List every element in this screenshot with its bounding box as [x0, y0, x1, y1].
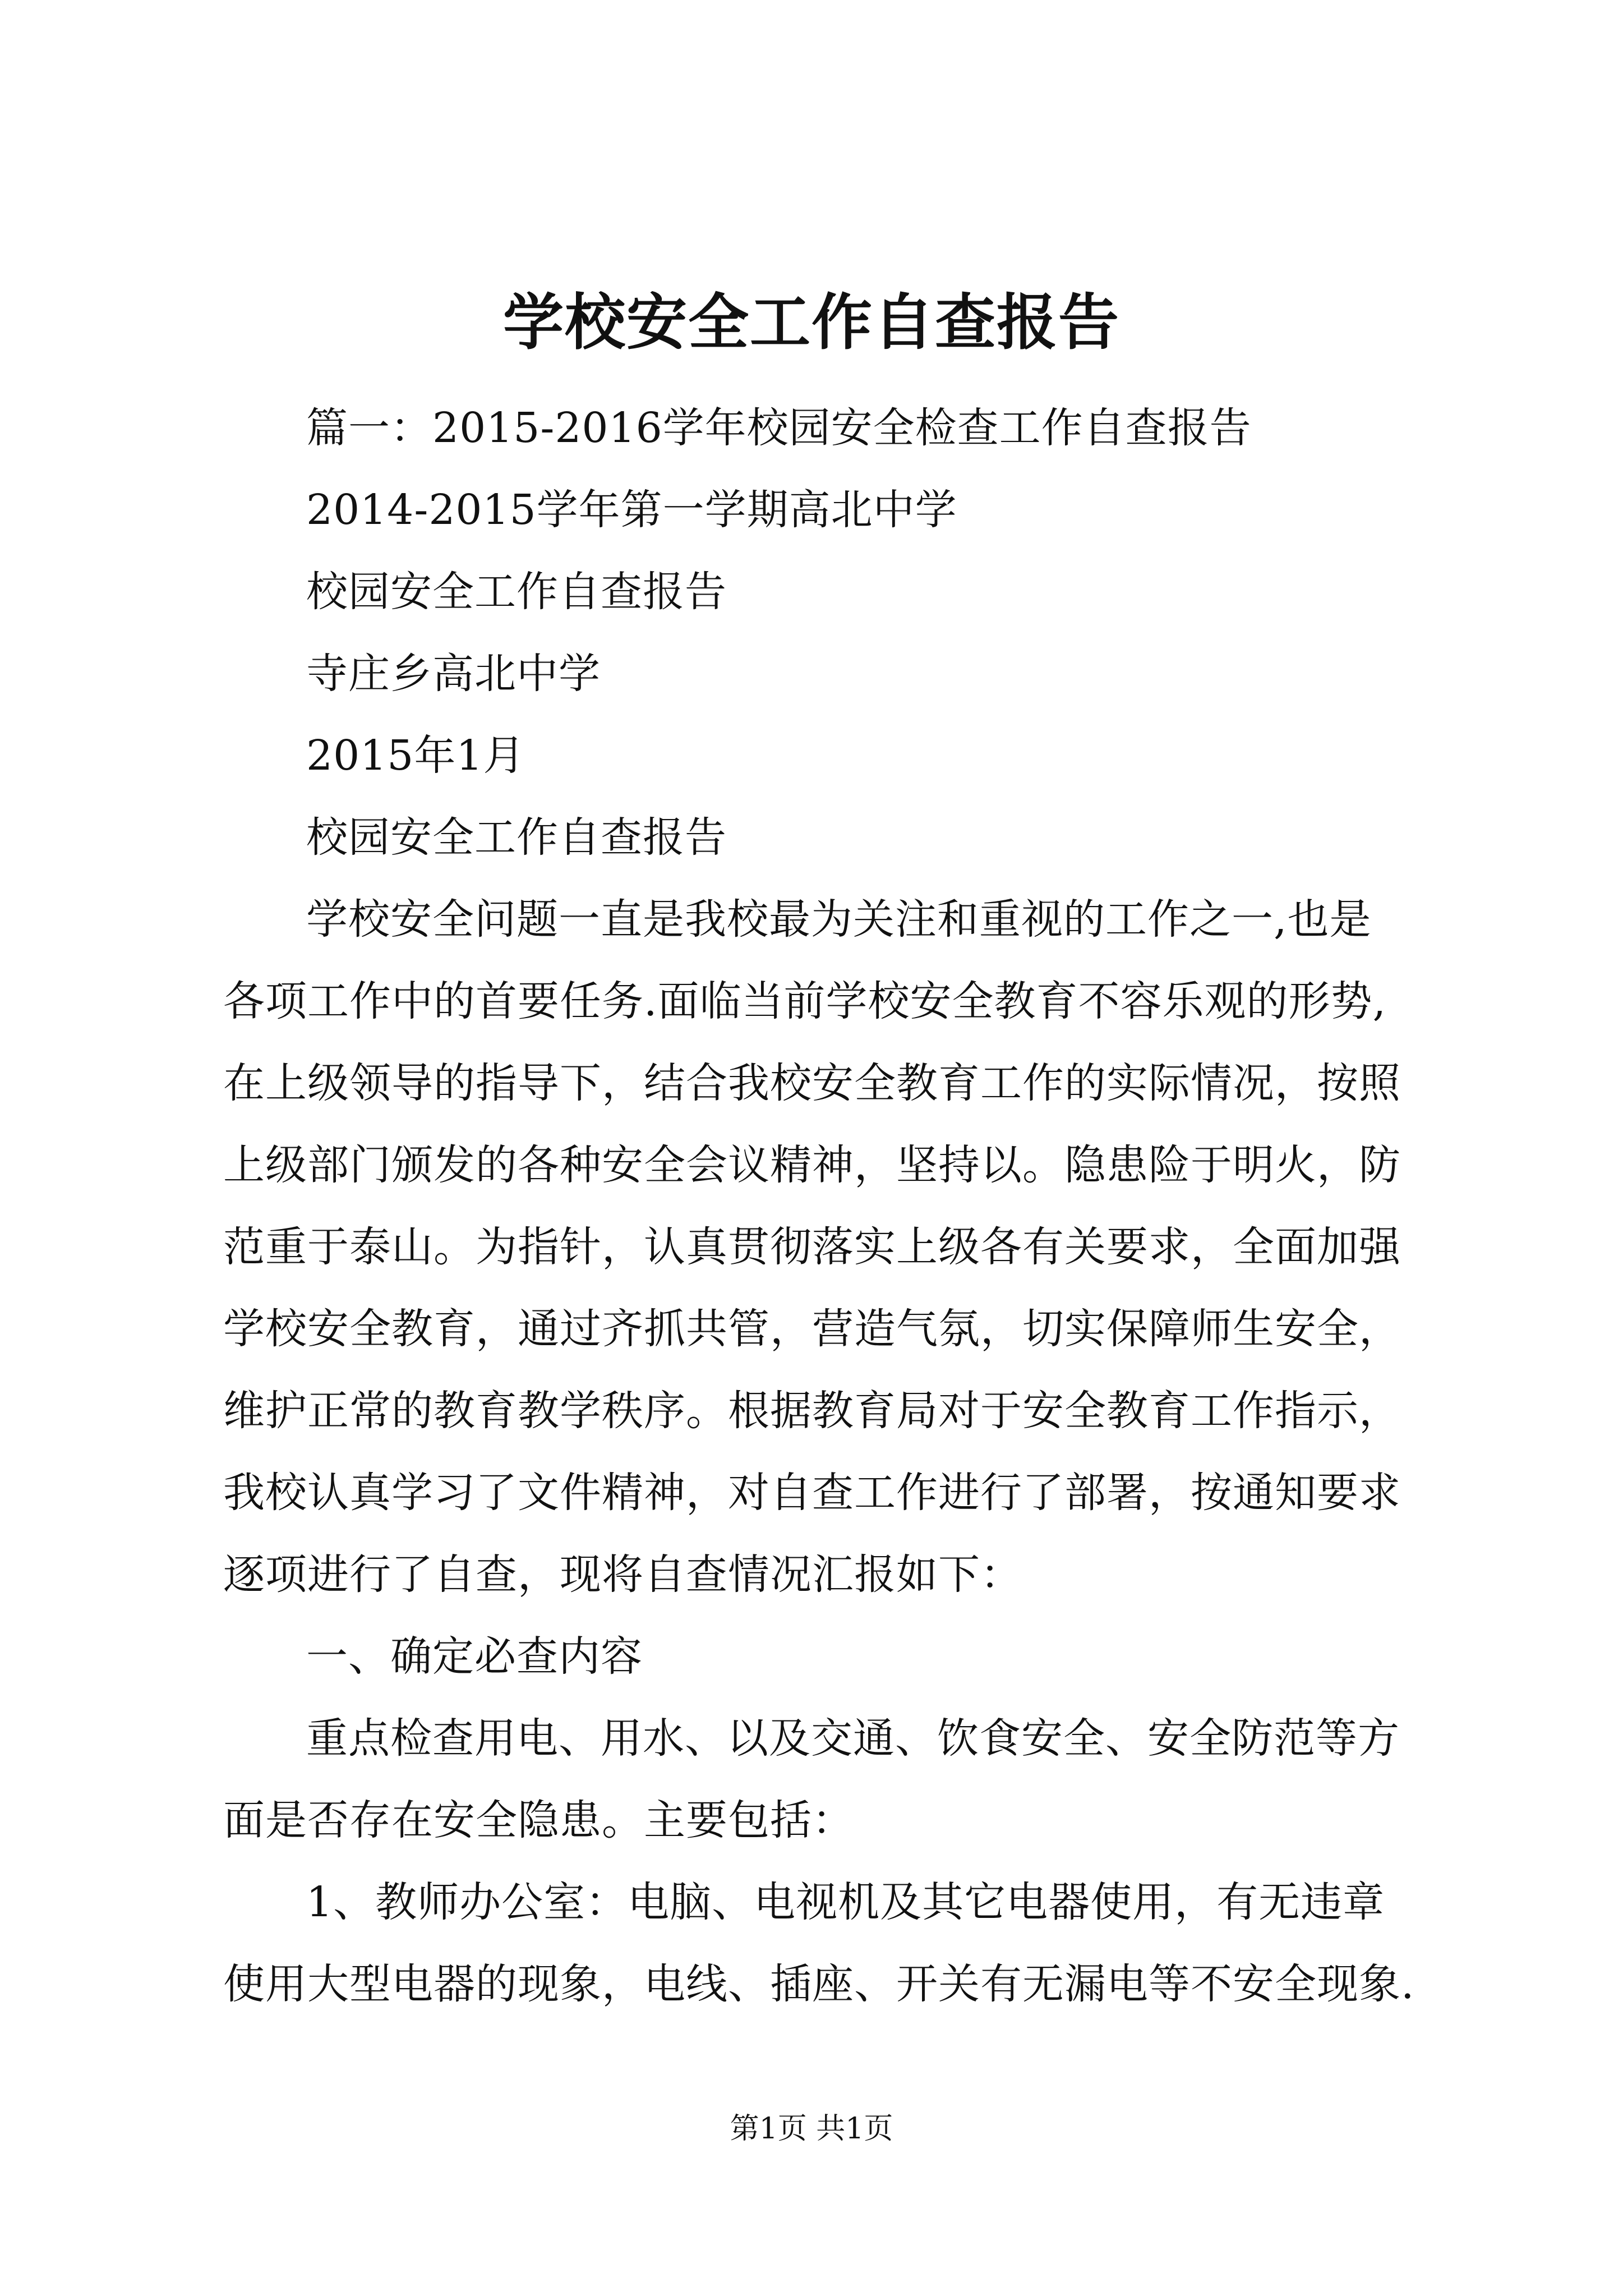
body-line: 寺庄乡高北中学	[306, 650, 601, 698]
document-body	[223, 387, 1435, 2025]
document-title: 学校安全工作自查报告	[502, 287, 1120, 358]
body-line: 学校安全教育，通过齐抓共管，营造气氛，切实保障师生安全，	[223, 1305, 1401, 1353]
body-line: 面是否存在安全隐患。主要包括：	[223, 1796, 854, 1844]
body-line: 使用大型电器的现象，电线、插座、开关有无漏电等不安全现象.	[223, 1960, 1415, 2008]
body-line: 范重于泰山。为指针，认真贯彻落实上级各有关要求，全面加强	[223, 1223, 1401, 1271]
body-line: 上级部门颁发的各种安全会议精神，坚持以。隐患险于明火，防	[223, 1141, 1401, 1189]
body-line: 校园安全工作自查报告	[306, 568, 727, 616]
body-line: 维护正常的教育教学秩序。根据教育局对于安全教育工作指示，	[223, 1387, 1401, 1435]
section-heading: 一、确定必查内容	[306, 1632, 643, 1681]
page-footer: 第1页 共1页	[730, 2112, 893, 2146]
body-line: 在上级领导的指导下，结合我校安全教育工作的实际情况，按照	[223, 1059, 1401, 1107]
body-line: 我校认真学习了文件精神，对自查工作进行了部署，按通知要求	[223, 1469, 1401, 1517]
body-line: 2014-2015学年第一学期高北中学	[306, 486, 957, 534]
body-line: 重点检查用电、用水、以及交通、饮食安全、安全防范等方	[306, 1714, 1400, 1763]
body-line: 各项工作中的首要任务.面临当前学校安全教育不容乐观的形势,	[223, 977, 1387, 1025]
body-line: 2015年1月	[306, 731, 525, 780]
body-line: 逐项进行了自查，现将自查情况汇报如下：	[223, 1550, 1022, 1599]
body-line: 校园安全工作自查报告	[306, 813, 727, 862]
body-line: 1、教师办公室：电脑、电视机及其它电器使用，有无违章	[306, 1878, 1385, 1926]
body-line: 学校安全问题一直是我校最为关注和重视的工作之一,也是	[306, 895, 1372, 944]
body-line: 篇一：2015-2016学年校园安全检查工作自查报告	[306, 404, 1252, 452]
